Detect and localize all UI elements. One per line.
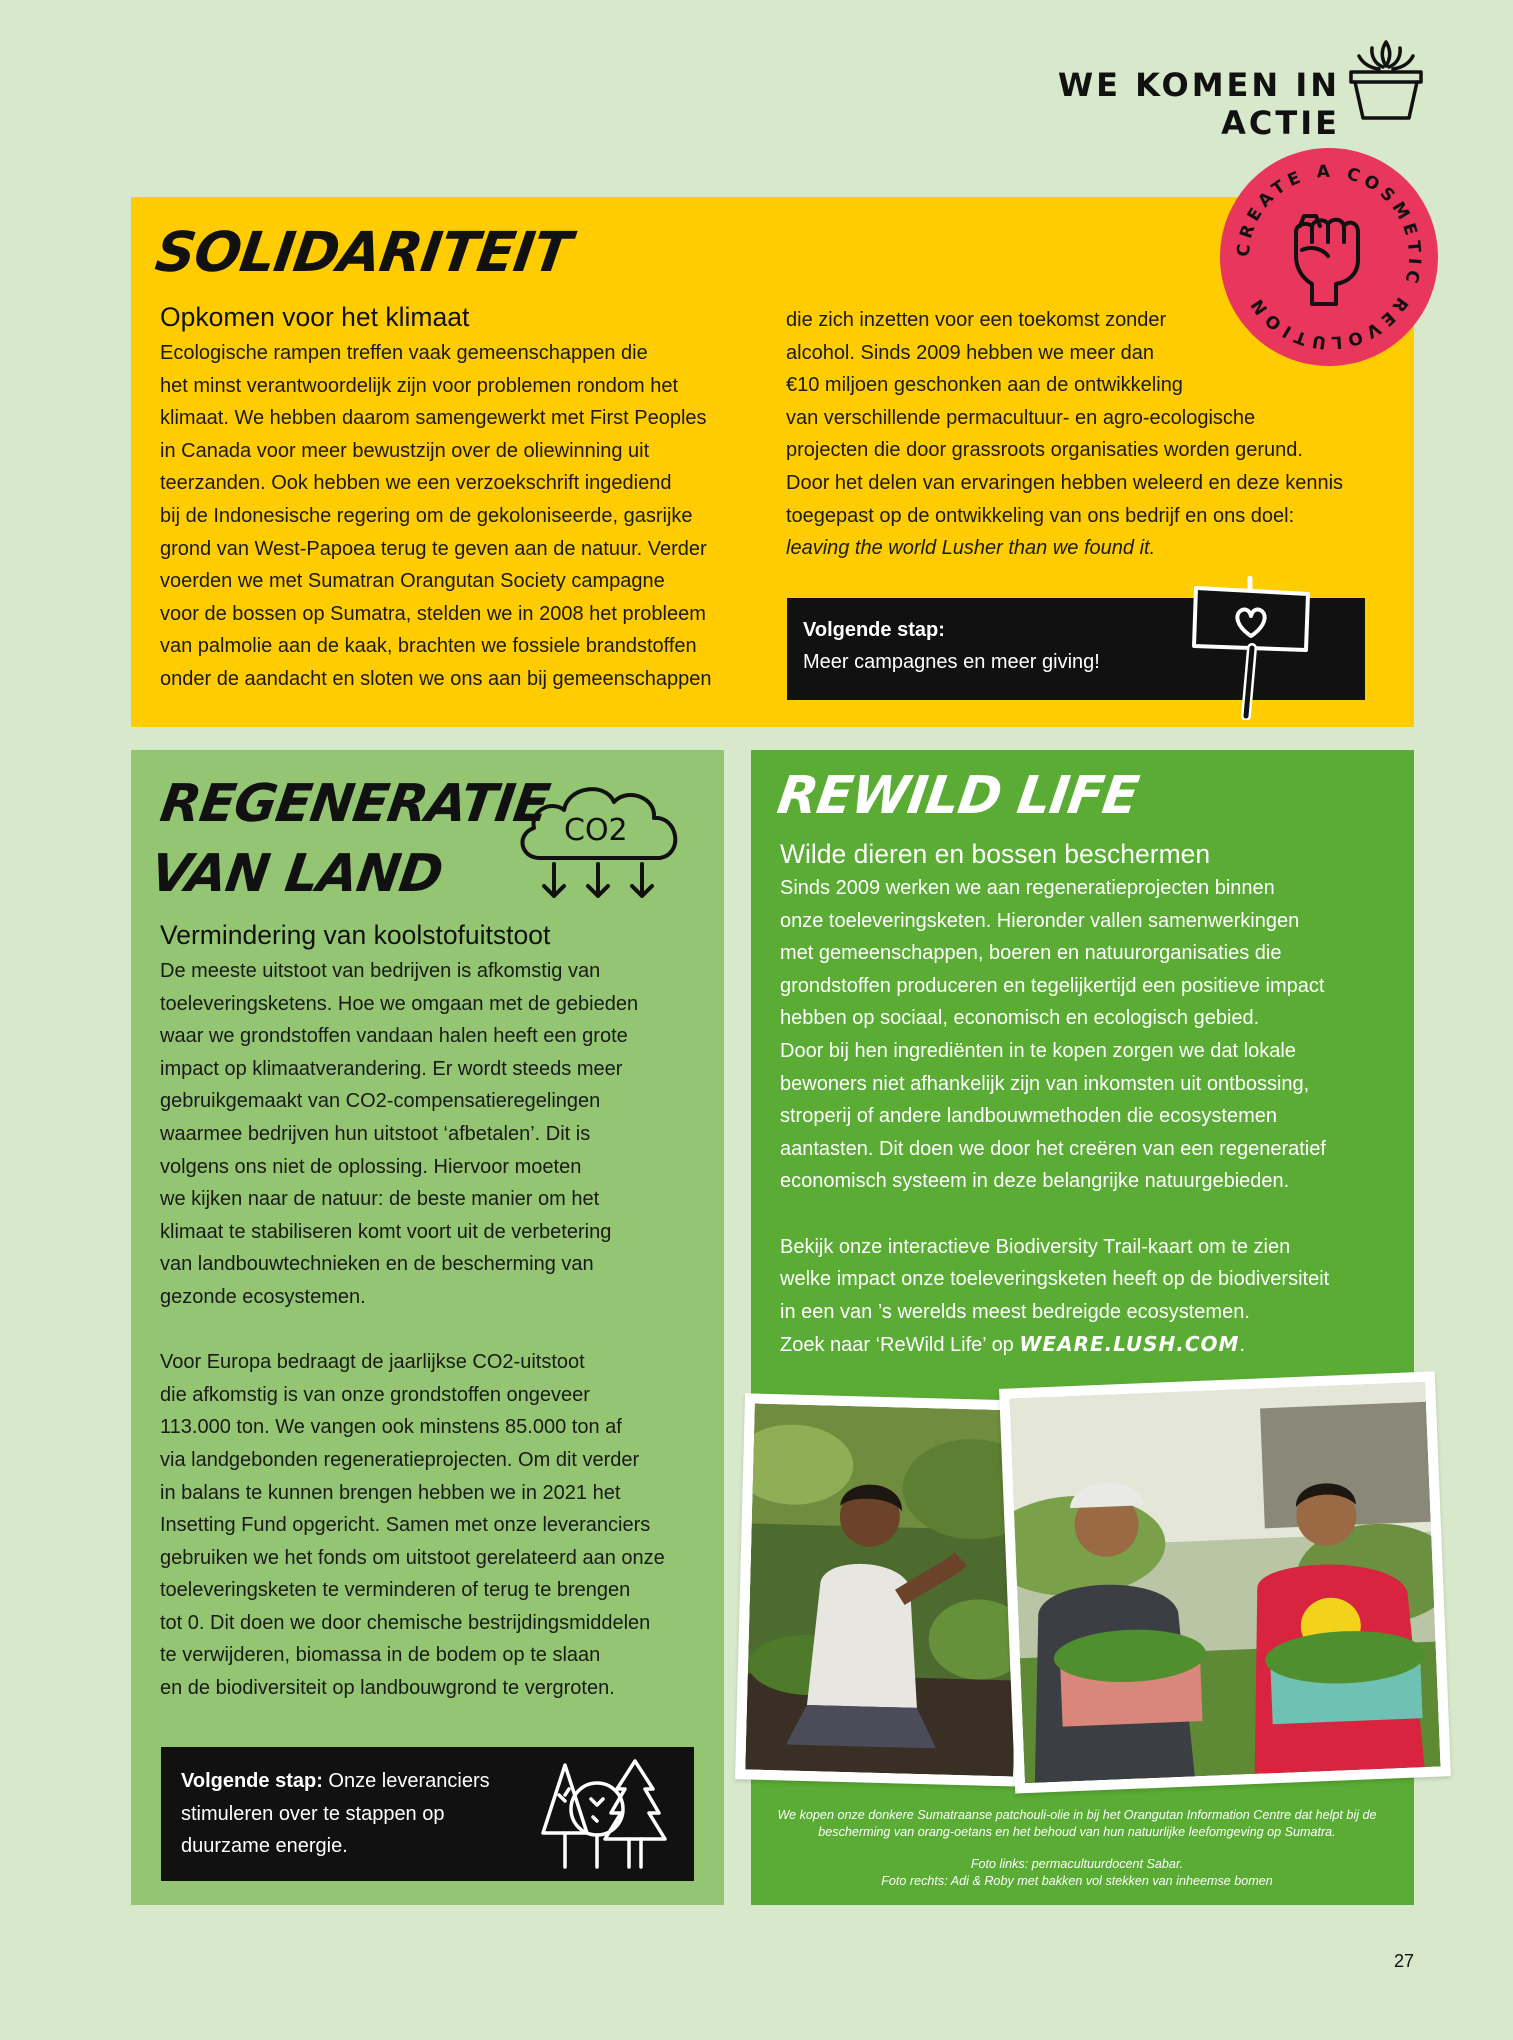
solidariteit-title: SOLIDARITEIT [151, 220, 575, 284]
photo-permaculture-teacher [735, 1393, 1033, 1786]
co2-label: CO2 [564, 813, 628, 848]
regeneratie-title: REGENERATIE VAN LAND [146, 774, 553, 904]
regeneratie-next-step-text: Volgende stap: Onze leveranciers stimuleren over te stappen op duurzame energie. [181, 1770, 490, 1857]
regeneratie-subtitle: Vermindering van koolstofuitstoot [160, 920, 551, 950]
badge-text: CREATE A COSMETIC REVOLUTION [1233, 161, 1425, 353]
photo-caption-credits: Foto links: permacultuurdocent Sabar. Foto rechts: Adi & Roby met bakken vol stekken van inheemse bomen [881, 1857, 1273, 1888]
photo-caption-main: We kopen onze donkere Sumatraanse patchouli-olie in bij het Orangutan Information Centre dat helpt bij de bescherming van orang-oetans en het behoud van hun natuurlijke leefomgeving op Sumatra. [777, 1808, 1377, 1839]
next-step-text: Meer campagnes en meer giving! [803, 651, 1100, 673]
lush-website-link[interactable]: WEARE.LUSH.COM [1019, 1332, 1240, 1357]
plant-pot-icon [1345, 34, 1427, 124]
regeneratie-body: De meeste uitstoot van bedrijven is afkomstig van toeleveringsketens. Hoe we omgaan met de gebieden waar we grondstoffen vandaan halen heeft een grote impact op klimaatverandering. Er wordt steeds meer gebruikgemaakt van CO2-compensatieregelingen waarmee bedrijven hun uitstoot ‘afbetalen’. Dit is volgens ons niet de oplossing. Hiervoor moeten we kijken naar de natuur: de beste manier om het klimaat te stabiliseren komt voort uit de verbetering van landbouwtechnieken en de bescherming van gezonde ecosystemen. Voor Europa bedraagt de jaarlijkse CO2-uitstoot die afkomstig is van onze grondstoffen ongeveer 113.000 ton. We vangen ook minstens 85.000 ton af via landgebonden regeneratieprojecten. Om dit verder in balans te kunnen brengen hebben we in 2021 het Insetting Fund opgericht. Samen met onze leveranciers gebruiken we het fonds om uitstoot gerelateerd aan onze toeleveringsketen te verminderen of terug te brengen tot 0. Dit doen we door chemische bestrijdingsmiddelen te verwijderen, biomassa in de bodem op te slaan en de biodiversiteit op landbouwgrond te vergroten. [160, 960, 665, 1700]
solidariteit-column-2: die zich inzetten voor een toekomst zonder alcohol. Sinds 2009 hebben we meer dan €10 miljoen geschonken aan de ontwikkeling van verschillende permacultuur- en agro-ecologische projecten die door grassroots organisaties worden gerund. Door het delen van ervaringen hebben weleerd en deze kennis toegepast op de ontwikkeling van ons bedrijf en ons doel: leaving the world Lusher than we found it. [786, 304, 1386, 565]
rewild-subtitle: Wilde dieren en bossen beschermen [780, 839, 1211, 869]
cosmetic-revolution-badge [1218, 146, 1440, 368]
photo-seedling-trays [999, 1371, 1451, 1793]
solidariteit-subtitle: Opkomen voor het klimaat [160, 302, 470, 332]
solidariteit-column-1: Ecologische rampen treffen vaak gemeenschappen die het minst verantwoordelijk zijn voor problemen rondom het klimaat. We hebben daarom samengewerkt met First Peoples in Canada voor meer bewustzijn over de oliewinning uit teerzanden. Ook hebben we een verzoekschrift ingediend bij de Indonesische regering om de gekoloniseerde, gasrijke grond van West-Papoea terug te geven aan de natuur. Verder voerden we met Sumatran Orangutan Society campagne voor de bossen op Sumatra, stelden we in 2008 het probleem van palmolie aan de kaak, brachten we fossiele brandstoffen onder de aandacht en sloten we ons aan bij gemeenschappen [160, 342, 712, 690]
trees-icon [537, 1755, 667, 1873]
page-number: 27 [1393, 1951, 1414, 1971]
next-step-label: Volgende stap: [803, 619, 945, 641]
heart-sign-icon [1188, 576, 1316, 720]
rewild-body: Sinds 2009 werken we aan regeneratieprojecten binnen onze toeleveringsketen. Hieronder vallen samenwerkingen met gemeenschappen, boeren en natuurorganisaties die grondstoffen produceren en tegelijkertijd een positieve impact hebben op sociaal, economisch en ecologisch gebied. Door bij hen ingrediënten in te kopen zorgen we dat lokale bewoners niet afhankelijk zijn van inkomsten uit ontbossing, stroperij of andere landbouwmethoden die ecosystemen aantasten. Dit doen we door het creëren van een regeneratief economisch systeem in deze belangrijke natuurgebieden. Bekijk onze interactieve Biodiversity Trail-kaart om te zien welke impact onze toeleveringsketen heeft op de biodiversiteit in een van ’s werelds meest bedreigde ecosystemen. Zoek naar ‘ReWild Life’ op WEARE.LUSH.COM. [780, 877, 1330, 1357]
rewild-title: REWILD LIFE [773, 766, 1142, 826]
solidariteit-tagline: leaving the world Lusher than we found it. [786, 537, 1156, 560]
co2-cloud-icon [510, 776, 690, 906]
section-header: WE KOMEN IN ACTIE [1057, 66, 1340, 142]
